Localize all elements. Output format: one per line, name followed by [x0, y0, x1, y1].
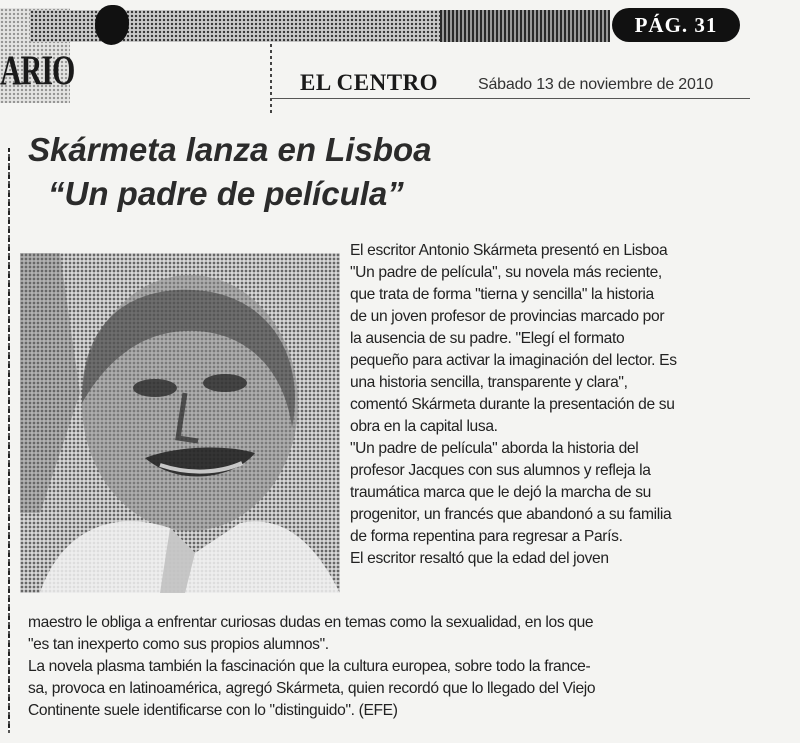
body-line: traumática marca que le dejó la marcha de su	[350, 484, 651, 501]
body-line: de un joven profesor de provincias marcado por	[350, 308, 665, 325]
body-line: Continente suele identificarse con lo "distinguido". (EFE)	[28, 702, 398, 719]
header-striped-band	[440, 10, 610, 42]
body-line: maestro le obliga a enfrentar curiosas dudas en temas como la sexualidad, en los que	[28, 614, 594, 631]
section-name-fragment: ARIO	[0, 48, 75, 95]
body-line: El escritor resaltó que la edad del joven	[350, 550, 609, 567]
article-body-column	[350, 240, 740, 570]
body-line: una historia sencilla, transparente y clara",	[350, 374, 628, 391]
body-line: pequeño para activar la imaginación del lector. Es	[350, 352, 677, 369]
body-line: obra en la capital lusa.	[350, 418, 498, 435]
body-line: La novela plasma también la fascinación que la cultura europea, sobre todo la france-	[28, 658, 591, 675]
body-line: El escritor Antonio Skármeta presentó en Lisboa	[350, 242, 668, 259]
author-portrait-photo	[20, 253, 340, 593]
header-vertical-divider	[270, 44, 272, 114]
body-line: "Un padre de película" aborda la historia del	[350, 440, 639, 457]
newspaper-section-title: EL CENTRO	[300, 70, 439, 95]
body-line: comentó Skármeta durante la presentación de su	[350, 396, 675, 413]
body-line: "Un padre de película", su novela más reciente,	[350, 264, 662, 281]
article-body-wide	[28, 612, 748, 722]
headline-line-2: “Un padre de película”	[48, 175, 404, 212]
body-line: "es tan inexperto como sus propios alumnos".	[28, 636, 329, 653]
body-line: progenitor, un francés que abandonó a su familia	[350, 506, 672, 523]
body-line: sa, provoca en latinoamérica, agregó Skármeta, quien recordó que lo llegado del Viejo	[28, 680, 596, 697]
left-column-rule	[8, 148, 10, 733]
body-line: de forma repentina para regresar a París.	[350, 528, 623, 545]
headline-line-1: Skármeta lanza en Lisboa	[28, 131, 432, 168]
page-number-badge: PÁG. 31	[612, 8, 740, 42]
article-headline	[28, 128, 432, 216]
dateline: Sábado 13 de noviembre de 2010	[478, 76, 714, 93]
header-horizontal-rule	[270, 98, 750, 99]
body-line: profesor Jacques con sus alumnos y refleja la	[350, 462, 651, 479]
body-line: que trata de forma "tierna y sencilla" la historia	[350, 286, 654, 303]
portrait-illustration	[20, 253, 340, 593]
body-line: la ausencia de su padre. "Elegí el formato	[350, 330, 625, 347]
